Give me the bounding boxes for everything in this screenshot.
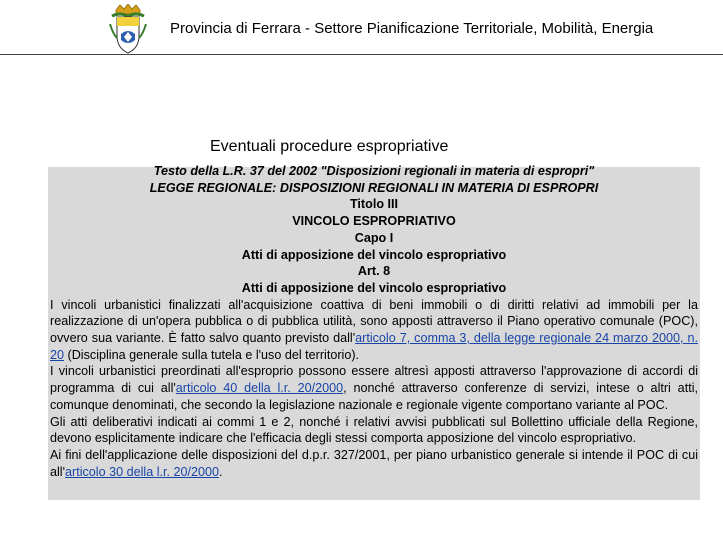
law-text bbox=[50, 163, 698, 480]
header-title: Provincia di Ferrara - Settore Pianificazione Territoriale, Mobilità, Energia bbox=[170, 20, 654, 37]
paragraph-2 bbox=[50, 363, 698, 413]
paragraph-4-text-a: Ai fini dell'applicazione delle disposizioni del d.p.r. 327/2001, per piano urbanistico generale si intende il POC di cui all' bbox=[50, 447, 698, 479]
paragraph-2-text-b: , nonché attraverso conferenze di servizi, intese o altri atti, comunque denominati, che secondo la legislazione nazionale e regionale vigente comportano variante al POC. bbox=[50, 381, 698, 412]
titolo-name-heading: VINCOLO ESPROPRIATIVO bbox=[292, 214, 456, 229]
paragraph-2-text-a: I vincoli urbanistici preordinati all'esproprio possono essere altresì apposti attraverso l'approvazione di accordi di programma di cui all' bbox=[50, 364, 698, 396]
section-title: Eventuali procedure espropriative bbox=[210, 138, 449, 155]
paragraph-4-text-b: . bbox=[219, 464, 223, 479]
link-articolo-40-lr-20-2000[interactable]: articolo 40 della l.r. 20/2000 bbox=[175, 381, 344, 396]
law-source-heading: Testo della L.R. 37 del 2002 "Disposizioni regionali in materia di espropri" bbox=[153, 164, 595, 178]
article-heading: Art. 8 bbox=[357, 264, 391, 279]
capo-name-heading: Atti di apposizione del vincolo espropriativo bbox=[241, 247, 507, 262]
paragraph-1-text-a: I vincoli urbanistici finalizzati all'acquisizione coattiva di beni immobili o di diritti relativi ad immobili per la realizzazione di un'opera pubblica o di pubblica utilità, sono apposti attraverso il Piano operativo comunale (POC), ovvero sua variante. È fatto salvo quanto previsto dall' bbox=[50, 297, 698, 346]
link-articolo-7-lr-20-2000[interactable]: articolo 7, comma 3, della legge regionale 24 marzo 2000, n. 20 bbox=[50, 331, 698, 362]
article-name-heading: Atti di apposizione del vincolo espropriativo bbox=[241, 280, 507, 295]
paragraph-3: Gli atti deliberativi indicati ai commi 1 e 2, nonché i relativi avvisi pubblicati sul Bollettino ufficiale della Regione, devono esplicitamente indicare che l'efficacia degli stessi comporta apposizione del vincolo espropriativo. bbox=[50, 414, 698, 446]
header-divider bbox=[0, 54, 723, 55]
capo-heading: Capo I bbox=[354, 230, 394, 245]
titolo-heading: Titolo III bbox=[349, 197, 399, 212]
province-coat-of-arms-logo bbox=[108, 4, 148, 54]
link-articolo-30-lr-20-2000[interactable]: articolo 30 della l.r. 20/2000 bbox=[65, 464, 220, 479]
paragraph-4 bbox=[50, 447, 698, 480]
paragraph-1-text-b: (Disciplina generale sulla tutela e l'uso del territorio). bbox=[64, 347, 360, 362]
law-name-heading: LEGGE REGIONALE: DISPOSIZIONI REGIONALI IN MATERIA DI ESPROPRI bbox=[149, 180, 599, 195]
paragraph-1 bbox=[50, 297, 698, 364]
